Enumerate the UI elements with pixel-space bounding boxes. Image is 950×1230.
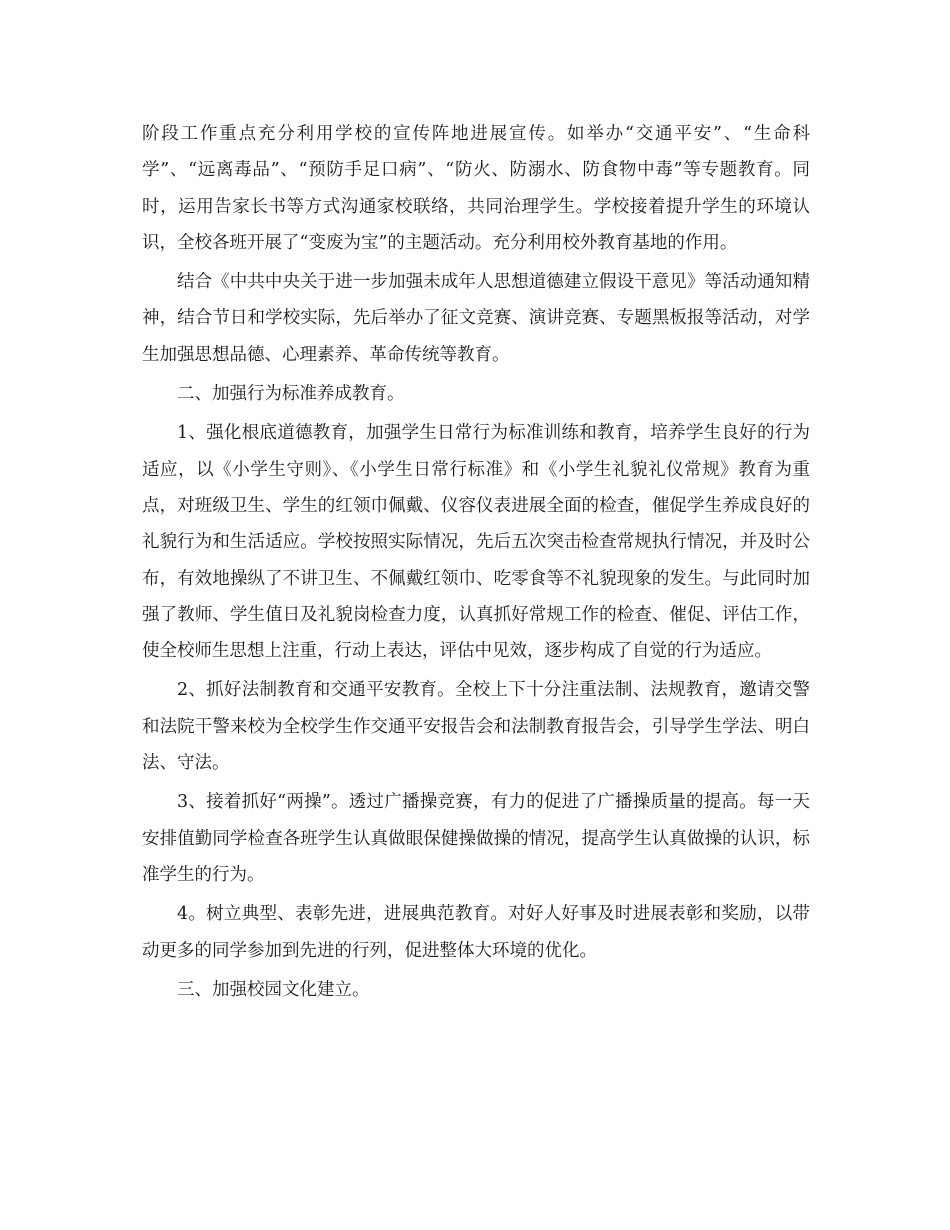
section-heading-behavior: 二、加强行为标准养成教育。 xyxy=(177,384,405,405)
paragraph-item-3: 3、接着抓好“两操”。透过广播操竞赛，有力的促进了广播操质量的提高。每一天安排值勤同学检查各班学生认真做眼保健操做操的情况，提高学生认真做操的认识，标准学生的行为。 xyxy=(142,792,810,885)
paragraph-moral-education: 结合《中共中央关于进一步加强未成年人思想道德建立假设干意见》等活动通知精神，结合节日和学校实际，先后举办了征文竞赛、演讲竞赛、专题黑板报等活动，对学生加强思想品德、心理素养、革命传统等教育。 xyxy=(142,272,810,365)
paragraph-item-4: 4。树立典型、表彰先进，进展典范教育。对好人好事及时进展表彰和奖励，以带动更多的同学参加到先进的行列，促进整体大环境的优化。 xyxy=(142,904,810,961)
paragraph-continuation: 阶段工作重点充分利用学校的宣传阵地进展宣传。如举办“交通平安”、“生命科学”、“远离毒品”、“预防手足口病”、“防火、防溺水、防食物中毒”等专题教育。同时，运用告家长书等方式沟通家校联络，共同治理学生。学校接着提升学生的环境认识，全校各班开展了“变废为宝”的主题活动。充分利用校外教育基地的作用。 xyxy=(142,124,810,253)
document-body xyxy=(142,116,810,1011)
paragraph-item-1: 1、强化根底道德教育，加强学生日常行为标准训练和教育，培养学生良好的行为适应，以《小学生守则》、《小学生日常行标准》和《小学生礼貌礼仪常规》教育为重点，对班级卫生、学生的红领巾佩戴、仪容仪表进展全面的检查，催促学生养成良好的礼貌行为和生活适应。学校按照实际情况，先后五次突击检查常规执行情况，并及时公布，有效地操纵了不讲卫生、不佩戴红领巾、吃零食等不礼貌现象的发生。与此同时加强了教师、学生值日及礼貌岗检查力度，认真抓好常规工作的检查、催促、评估工作，使全校师生思想上注重，行动上表达，评估中见效，逐步构成了自觉的行为适应。 xyxy=(142,423,810,662)
paragraph-item-2: 2、抓好法制教育和交通平安教育。全校上下十分注重法制、法规教育，邀请交警和法院干警来校为全校学生作交通平安报告会和法制教育报告会，引导学生学法、明白法、守法。 xyxy=(142,680,810,774)
section-heading-campus-culture: 三、加强校园文化建立。 xyxy=(177,979,370,1000)
